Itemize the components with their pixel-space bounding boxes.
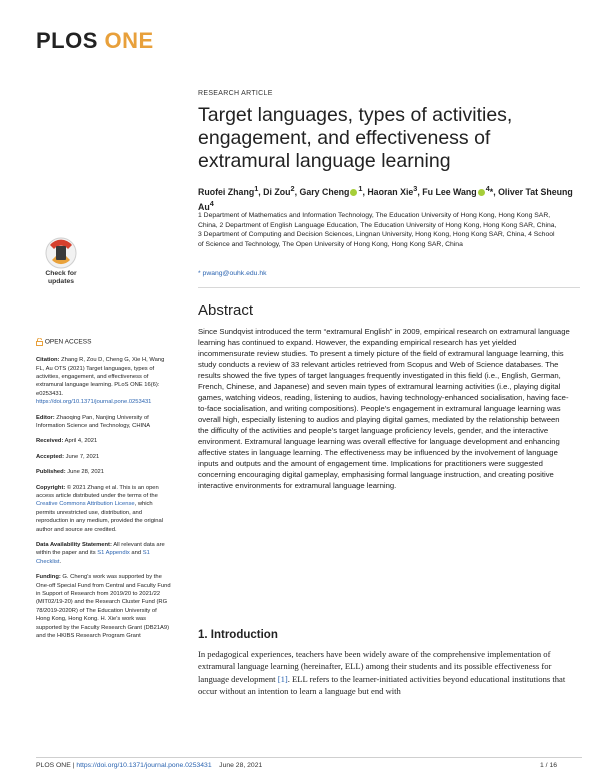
author-sup: 1 <box>254 184 259 193</box>
author-name[interactable]: , Fu Lee Wang <box>417 186 477 197</box>
intro-paragraph: . ELL refers to the learner-initiated activities beyond educational institutions that occur without an intention to learn a language but end with <box>198 673 566 696</box>
editor <box>36 414 172 431</box>
page-footer <box>36 762 262 769</box>
page-number: 1 / 16 <box>540 762 558 769</box>
data-availability-label: Data Availability Statement: <box>36 542 112 549</box>
footer-separator: | <box>70 762 77 769</box>
doi-link[interactable]: https://doi.org/10.1371/journal.pone.0253431 <box>36 399 152 406</box>
intro-paragraph: In pedagogical experiences, teachers have been widely aware of the comprehensive implementation of extramural language learning (hereinafter, ELL) among their students and its possible effectiveness for language development <box>198 649 552 684</box>
footer-journal: PLOS ONE <box>36 762 71 769</box>
accepted <box>36 453 172 461</box>
author-name[interactable]: Ruofei Zhang <box>198 186 255 197</box>
funding-label: Funding: <box>36 574 61 581</box>
footer-doi-link[interactable]: https://doi.org/10.1371/journal.pone.0253431 <box>76 762 212 769</box>
received <box>36 437 172 445</box>
corresponding-email[interactable]: * pwang@ouhk.edu.hk <box>198 270 267 277</box>
data-availability-text: . <box>59 558 62 565</box>
orcid-icon[interactable] <box>350 189 357 196</box>
accepted-date: June 7, 2021 <box>64 453 100 460</box>
received-label: Received: <box>36 438 64 445</box>
logo-one: ONE <box>104 28 154 53</box>
copyright-text: , which permits unrestricted use, distribution, and reproduction in any medium, provided the original author and source are credited. <box>36 501 163 533</box>
citation-ref-link[interactable]: [1] <box>277 673 288 684</box>
footer-date: June 28, 2021 <box>219 762 263 769</box>
corresponding-star: * <box>489 186 494 197</box>
editor-text: Zhaoqing Pan, Nanjing University of Information Science and Technology, CHINA <box>36 414 151 429</box>
license-link[interactable]: Creative Commons Attribution License <box>36 501 135 508</box>
author-name[interactable]: , Haoran Xie <box>362 186 414 197</box>
author-sup: 1 <box>358 184 363 193</box>
footer-divider <box>36 757 582 758</box>
copyright-label: Copyright: <box>36 484 66 491</box>
citation <box>36 356 172 406</box>
published <box>36 468 172 476</box>
author-name[interactable]: , Di Zou <box>258 186 291 197</box>
author-name[interactable]: , Oliver Tat Sheung Au <box>198 186 573 212</box>
editor-label: Editor: <box>36 414 55 421</box>
orcid-icon[interactable] <box>478 189 485 196</box>
open-access-row <box>36 338 172 347</box>
open-lock-icon <box>36 338 43 346</box>
author-sup: 2 <box>290 184 295 193</box>
author-sup: 4 <box>209 198 214 208</box>
data-availability <box>36 541 172 566</box>
article-sidebar <box>36 338 172 648</box>
affiliations: 1 Department of Mathematics and Information Technology, The Education University of Hong Kong, Hong Kong SAR, China, 2 Department of English Language Education, The Education University of Hong Kong, Hong Kong SAR, China, 3 Department of Computing and Decision Sciences, Lingnan University, Hong Kong, Hong Kong SAR, China, 4 School of Science and Technology, The Open University of Hong Kong, Hong Kong SAR, China <box>198 212 557 249</box>
check-for-updates-label[interactable] <box>38 270 84 286</box>
author-sup: 4 <box>485 184 490 193</box>
journal-logo[interactable] <box>36 28 154 54</box>
copyright <box>36 484 172 534</box>
published-label: Published: <box>36 469 66 476</box>
data-availability-text: All relevant data are within the paper and its <box>36 542 165 557</box>
received-date: April 4, 2021 <box>63 438 98 445</box>
logo-plos: PLOS <box>36 28 98 53</box>
author-name[interactable]: , Gary Cheng <box>294 186 350 197</box>
accepted-label: Accepted: <box>36 453 65 460</box>
checklist-link[interactable]: S1 Checklist <box>36 550 150 565</box>
funding <box>36 573 172 640</box>
author-sup: 3 <box>413 184 418 193</box>
divider <box>198 287 580 288</box>
data-availability-text: and <box>129 550 143 557</box>
check-label-line: Check for <box>45 270 77 277</box>
citation-label: Citation: <box>36 357 60 364</box>
article-title: Target languages, types of activities, engagement, and effectiveness of extramural language learning <box>198 104 513 172</box>
article-type: RESEARCH ARTICLE <box>198 90 273 97</box>
published-date: June 28, 2021 <box>65 469 104 476</box>
copyright-text: © 2021 Zhang et al. This is an open access article distributed under the terms of the <box>36 484 159 499</box>
check-label-line: updates <box>47 278 75 285</box>
open-access-label: OPEN ACCESS <box>44 338 92 346</box>
abstract-heading: Abstract <box>198 302 254 319</box>
appendix-link[interactable]: S1 Appendix <box>97 550 130 557</box>
citation-text: Zhang R, Zou D, Cheng G, Xie H, Wang FL, Au OTS (2021) Target languages, types of activities, engagement, and effectiveness of extramural language learning. PLoS ONE 16(6): e0253431. <box>36 357 165 397</box>
introduction-heading: 1. Introduction <box>198 629 278 641</box>
author-list <box>198 183 582 213</box>
abstract-text: Since Sundqvist introduced the term “extramural English” in 2009, empirical research on extramural language learning has continued to expand. However, the expanding empirical research has yet yielded incommensurate review studies. To present a timely picture of the field of extramural language learning, this study conducts a review of 33 relevant articles retrieved from Scopus and Web of Science databases. The results showed the five types of target languages frequently investigated in this field (i.e., English, German, French, Chinese, and Japanese) and seven main types of extramural learning activities (i.e., playing digital games, watching videos, reading, listening to audios, having technology-enhanced socialisation, having face-to-face socialisation, and writing compositions). People’s engagement in extramural language learning was overall high, especially listening to audios and playing digital games, mediated by the relationship between the difficulty of the activities and people’s target language proficiency levels, gender, and the interactive environment. Extramural language learning was overall effective for language development and enhancing affective states in language learning. The effectiveness may be influenced by the involvement of language inputs and outputs and the amount of engagement time. Implications for practitioners were suggested concerning encouraging digital gameplay, emphasising formal language instruction, and creating positive interactive environments for extramural language learning. <box>198 327 570 490</box>
funding-text: G. Cheng's work was supported by the One-off Special Fund from Central and Faculty Fund in Support of Research from 2019/20 to 2021/22 (MIT02/19-20) and the Research Cluster Fund (RG 78/2019-2020R) of The Education University of Hong Kong, Hong Kong. H. Xie's work was supported by the Faculty Research Grant (DB21A9) and the HKIBS Research Program Grant <box>36 574 171 640</box>
introduction-text <box>198 648 574 697</box>
